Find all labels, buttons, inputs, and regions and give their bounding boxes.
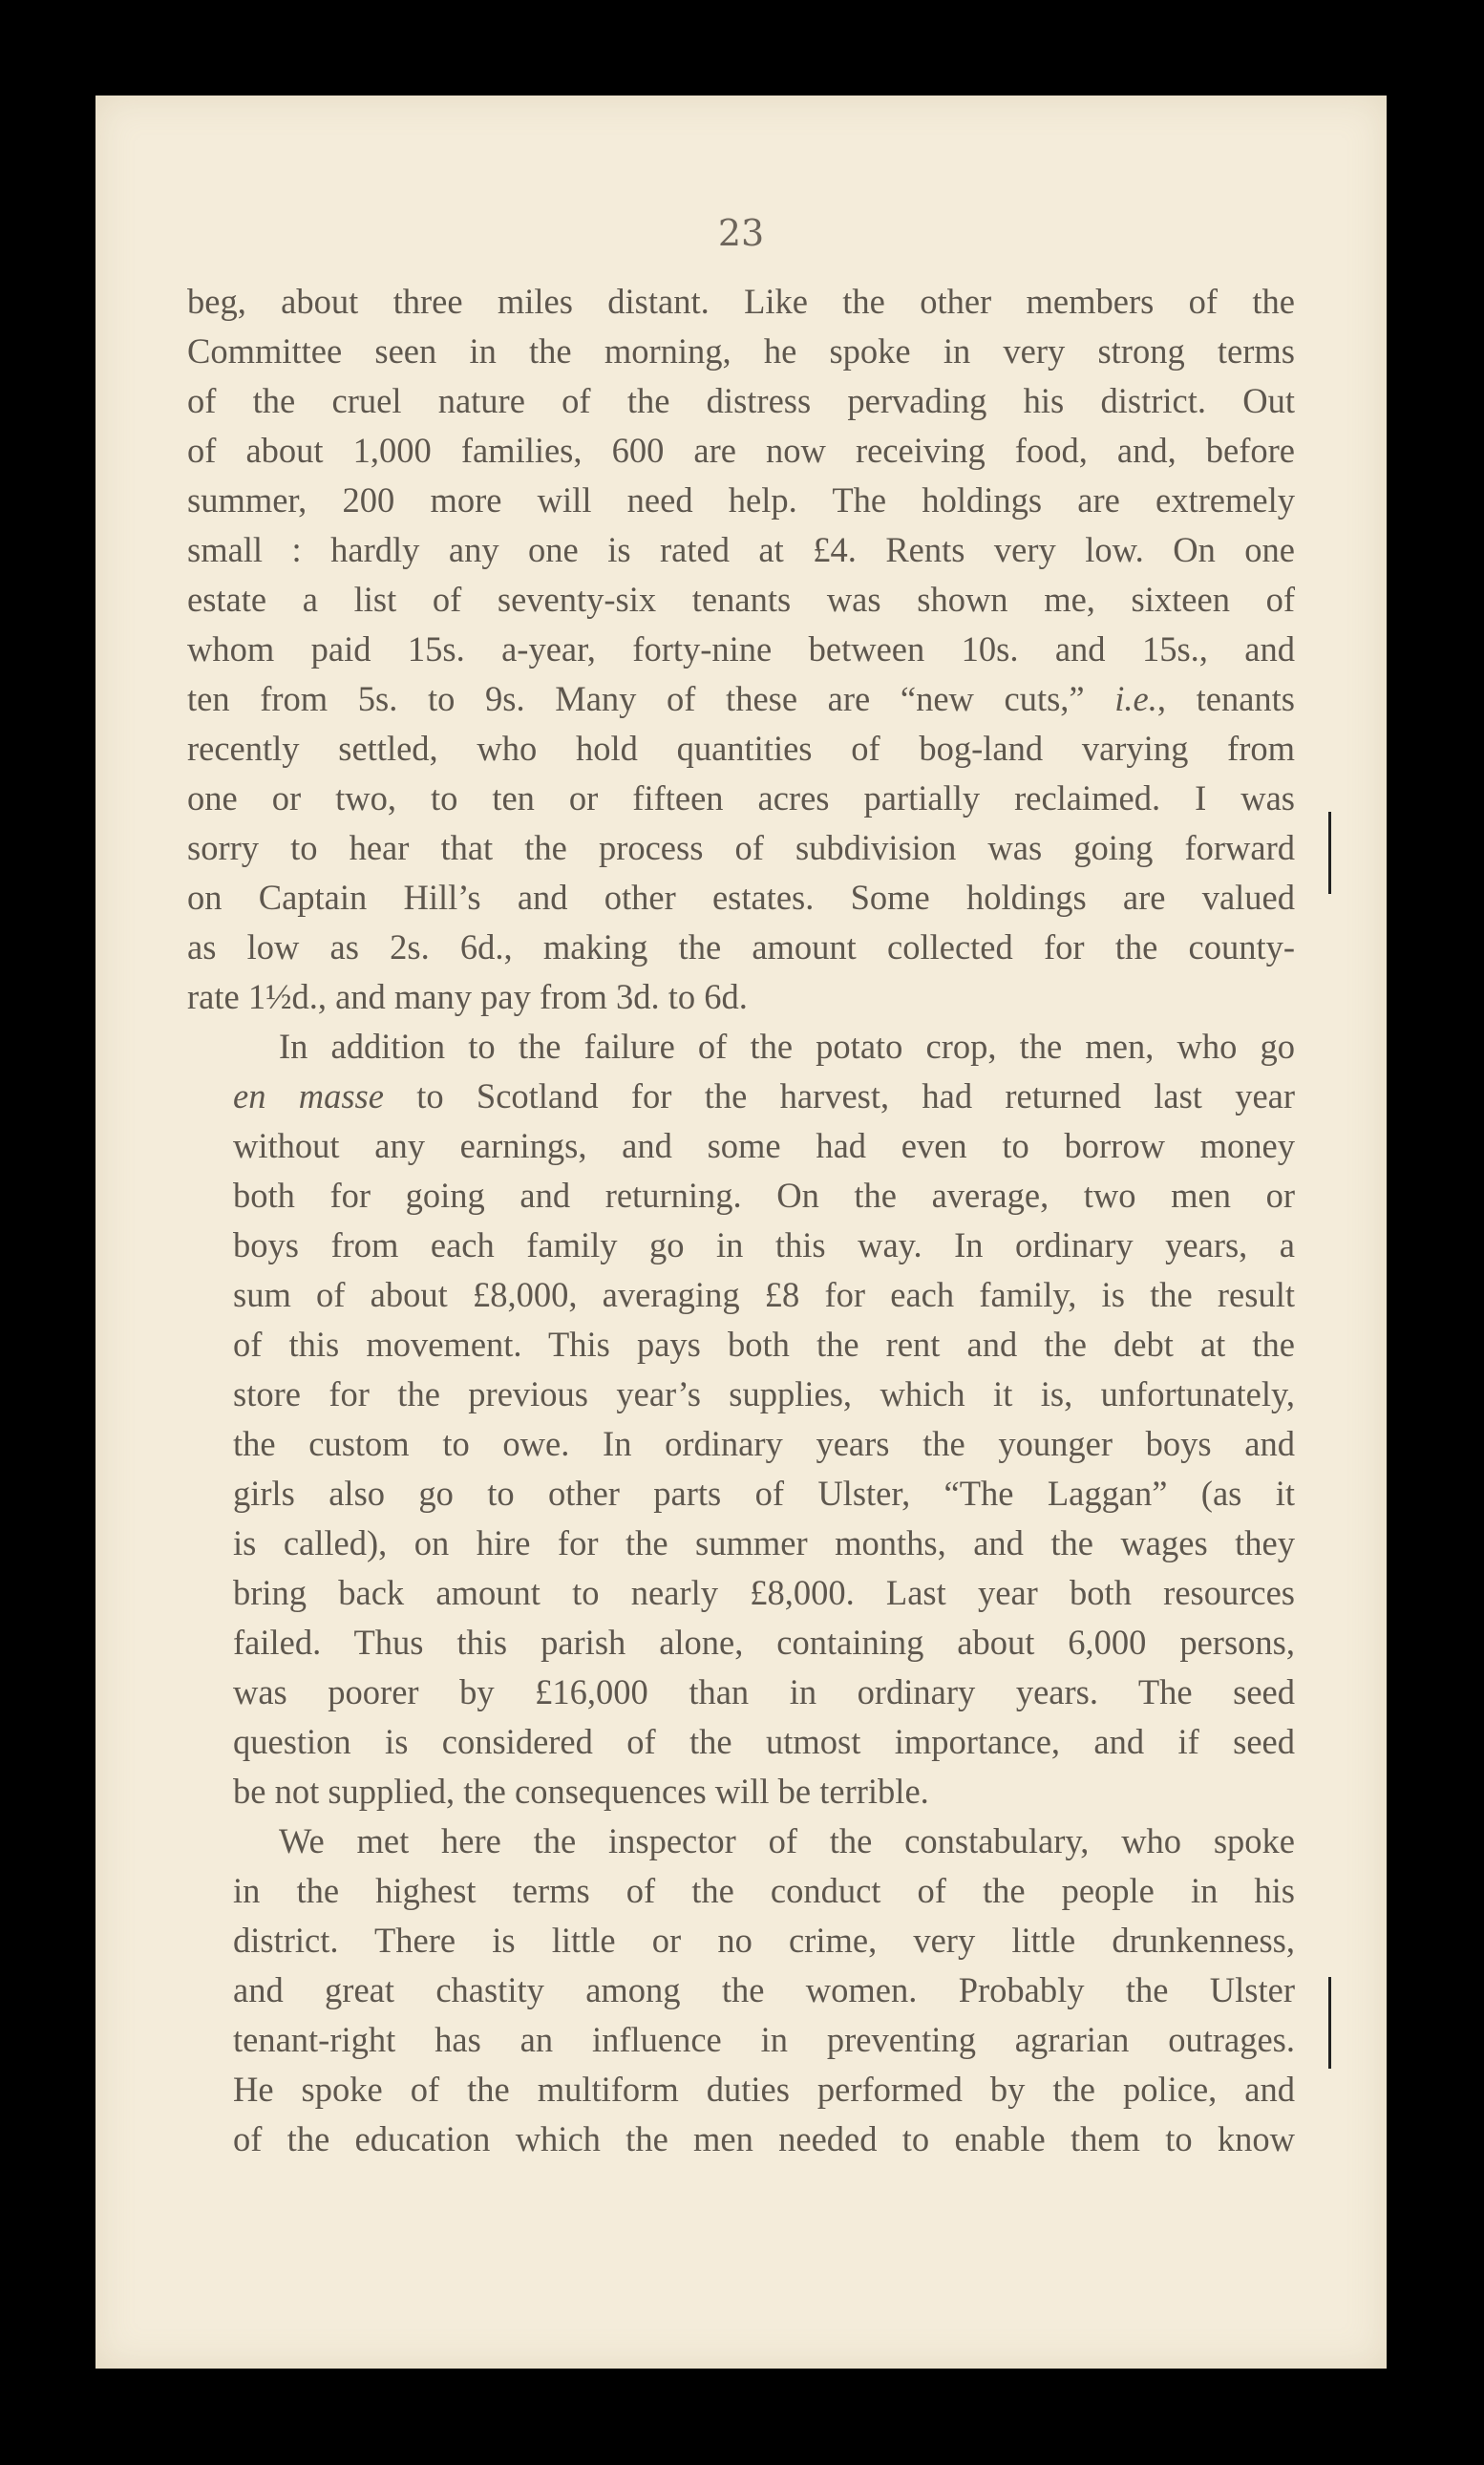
paragraph-2 bbox=[187, 1022, 1295, 1817]
text-line: question is considered of the utmost importance, and if seed bbox=[233, 1722, 1295, 1761]
text-line: beg, about three miles distant. Like the other members of the bbox=[187, 282, 1295, 321]
text-line: both for going and returning. On the average, two men or bbox=[233, 1176, 1295, 1215]
text-line: summer, 200 more will need help. The holdings are extremely bbox=[187, 480, 1295, 520]
text-line: recently settled, who hold quantities of bog-land varying from bbox=[187, 729, 1295, 768]
text-line: one or two, to ten or fifteen acres partially reclaimed. I was bbox=[187, 778, 1295, 818]
book-page bbox=[95, 96, 1387, 2369]
text-line: be not supplied, the consequences will be terrible. bbox=[233, 1772, 929, 1811]
text-line: girls also go to other parts of Ulster, “The Laggan” (as it bbox=[233, 1474, 1295, 1513]
text-line: He spoke of the multiform duties performed by the police, and bbox=[233, 2070, 1295, 2109]
text-line: was poorer by £16,000 than in ordinary years. The seed bbox=[233, 1672, 1295, 1711]
text-line: on Captain Hill’s and other estates. Some holdings are valued bbox=[187, 878, 1295, 917]
text-line: district. There is little or no crime, very little drunkenness, bbox=[233, 1921, 1295, 1960]
text-line: bring back amount to nearly £8,000. Last year both resources bbox=[233, 1573, 1295, 1612]
text-line: ten from 5s. to 9s. Many of these are “new cuts,” i.e., tenants bbox=[187, 679, 1296, 718]
text-line: in the highest terms of the conduct of the people in his bbox=[233, 1871, 1295, 1910]
text-line: without any earnings, and some had even to borrow money bbox=[233, 1126, 1295, 1165]
text-line: boys from each family go in this way. In ordinary years, a bbox=[233, 1225, 1295, 1264]
text-line: as low as 2s. 6d., making the amount collected for the county- bbox=[187, 927, 1295, 967]
text-line: the custom to owe. In ordinary years the younger boys and bbox=[233, 1424, 1295, 1463]
text-line: rate 1½d., and many pay from 3d. to 6d. bbox=[187, 977, 748, 1016]
margin-line-mark bbox=[1328, 812, 1331, 894]
text-line: sum of about £8,000, averaging £8 for each family, is the result bbox=[233, 1275, 1295, 1314]
italic-phrase: i.e. bbox=[1114, 679, 1157, 718]
text-line: sorry to hear that the process of subdivision was going forward bbox=[187, 828, 1295, 867]
italic-phrase: en masse bbox=[233, 1076, 384, 1116]
text-line: In addition to the failure of the potato crop, the men, who go bbox=[279, 1027, 1295, 1066]
margin-line-mark bbox=[1328, 1977, 1331, 2069]
paragraph-1 bbox=[187, 277, 1295, 1022]
body-text bbox=[187, 277, 1295, 2164]
page-number: 23 bbox=[717, 212, 765, 254]
text-line: of the cruel nature of the distress pervading his district. Out bbox=[187, 381, 1295, 420]
text-line: and great chastity among the women. Probably the Ulster bbox=[233, 1970, 1295, 2009]
text-line: Committee seen in the morning, he spoke in very strong terms bbox=[187, 331, 1295, 371]
text-line: of this movement. This pays both the rent and the debt at the bbox=[233, 1325, 1295, 1364]
text-line: small : hardly any one is rated at £4. Rents very low. On one bbox=[187, 530, 1295, 569]
text-line: estate a list of seventy-six tenants was shown me, sixteen of bbox=[187, 580, 1295, 619]
paragraph-3 bbox=[187, 1817, 1295, 2164]
text-line: is called), on hire for the summer months, and the wages they bbox=[233, 1523, 1295, 1562]
text-line: whom paid 15s. a-year, forty-nine between 10s. and 15s., and bbox=[187, 629, 1295, 669]
text-line: tenant-right has an influence in preventing agrarian outrages. bbox=[233, 2020, 1295, 2059]
text-line: store for the previous year’s supplies, which it is, unfortunately, bbox=[233, 1374, 1295, 1413]
text-line: en masse to Scotland for the harvest, had returned last year bbox=[233, 1076, 1296, 1116]
text-line: of about 1,000 families, 600 are now receiving food, and, before bbox=[187, 431, 1295, 470]
text-line: We met here the inspector of the constabulary, who spoke bbox=[279, 1821, 1295, 1860]
text-line: of the education which the men needed to enable them to know bbox=[233, 2119, 1295, 2158]
text-line: failed. Thus this parish alone, containing about 6,000 persons, bbox=[233, 1623, 1295, 1662]
